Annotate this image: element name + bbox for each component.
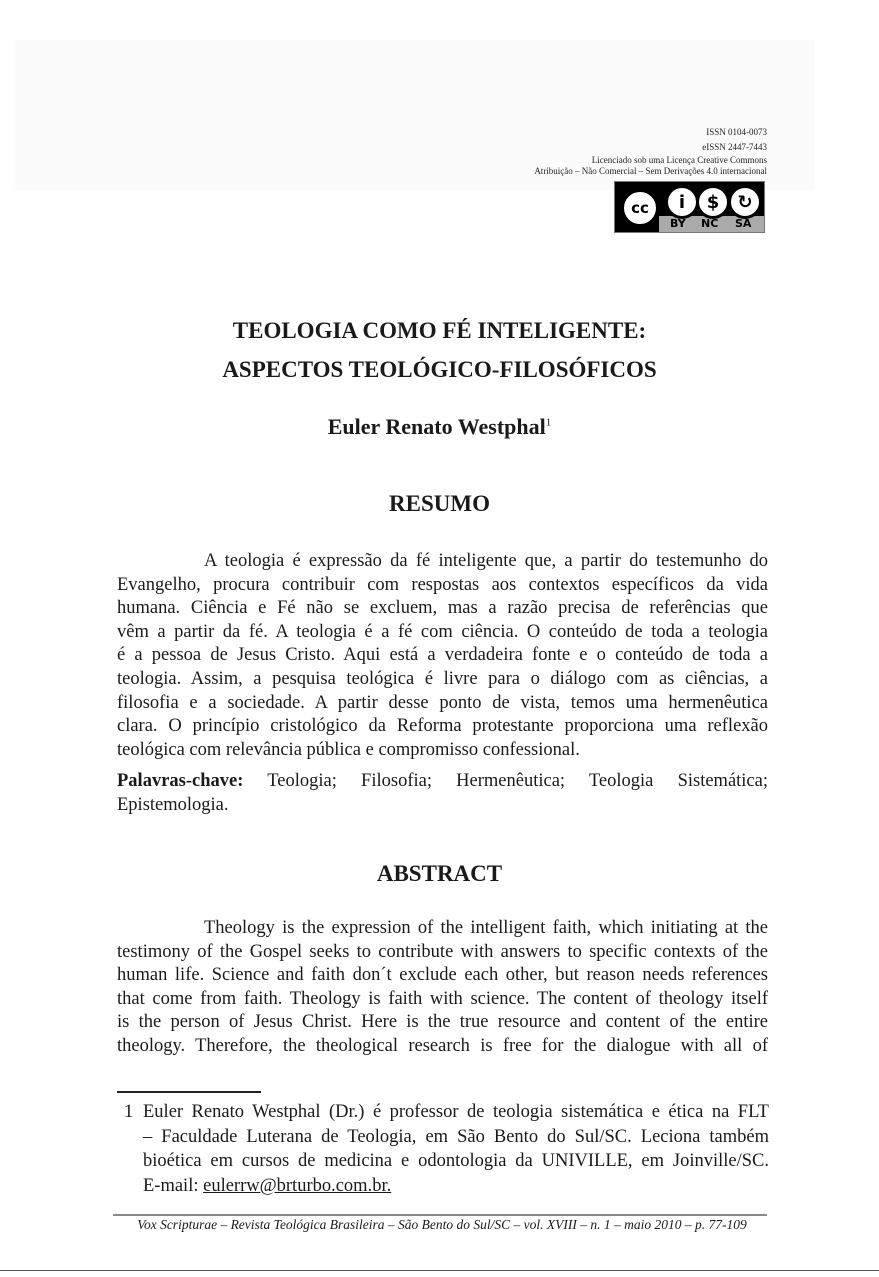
keywords-label: Palavras-chave: <box>117 771 244 791</box>
creative-commons-badge[interactable] <box>614 181 765 233</box>
text-line: – Faculdade Luterana de Teologia, em São Bento do Sul/SC. Leciona também <box>143 1126 769 1147</box>
sharealike-icon: ↻ <box>728 185 762 219</box>
cc-icon: cc <box>621 189 659 227</box>
author-name: Euler Renato Westphal <box>327 414 546 439</box>
footnote-rule <box>117 1091 261 1093</box>
running-footer: Vox Scripturae – Revista Teológica Brasileira – São Bento do Sul/SC – vol. XVIII – n. 1 – maio 2010 – p. 77-109 <box>137 1217 747 1232</box>
keywords: Teologia; Filosofia; Hermenêutica; Teologia Sistemática; <box>243 771 768 791</box>
text-line: filosofia e a sociedade. A partir desse ponto de vista, temos uma hermenêutica <box>117 692 768 713</box>
text-line: Evangelho, procura contribuir com respostas aos contextos específicos da vida <box>117 574 768 595</box>
text-line: teologia. Assim, a pesquisa teológica é livre para o diálogo com as ciências, a <box>117 669 768 689</box>
text-line: that come from faith. Theology is faith with science. The content of theology itself <box>117 988 768 1009</box>
text-line: A teologia é expressão da fé inteligente que, a partir do testemunho do <box>204 551 768 571</box>
resumo-heading: RESUMO <box>389 491 490 516</box>
email-link[interactable]: eulerrw@brturbo.com.br. <box>203 1176 392 1196</box>
sa-label: SA <box>735 217 752 230</box>
text-line: clara. O princípio cristológico da Reforma protestante proporciona uma reflexão <box>117 716 768 737</box>
footer-rule <box>113 1214 767 1216</box>
license-line-2: Atribuição – Não Comercial – Sem Derivações 4.0 internacional <box>534 166 767 176</box>
email-label: E-mail: <box>143 1176 204 1196</box>
keywords-line-2: Epistemologia. <box>117 795 229 815</box>
license-line-1: Licenciado sob uma Licença Creative Commons <box>591 155 767 165</box>
text-line: vêm a partir da fé. A teologia é a fé com ciência. O conteúdo de toda a teologia <box>117 621 768 642</box>
issn: ISSN 0104-0073 <box>706 127 767 137</box>
text-line: teológica com relevância pública e compromisso confessional. <box>117 739 580 760</box>
by-label: BY <box>670 217 686 230</box>
text-line: human life. Science and faith don´t exclude each other, but reason needs references <box>117 965 768 986</box>
title-line-2: ASPECTOS TEOLÓGICO-FILOSÓFICOS <box>222 357 657 382</box>
text-line: is the person of Jesus Christ. Here is the true resource and content of the entire <box>117 1012 768 1033</box>
text-line: bioética em cursos de medicina e odontologia da UNIVILLE, em Joinville/SC. <box>143 1151 769 1172</box>
author-footnote-mark[interactable]: 1 <box>545 416 552 429</box>
abstract-heading: ABSTRACT <box>376 861 503 886</box>
page-edge <box>0 1270 879 1271</box>
noncommercial-icon: $ <box>696 185 730 219</box>
text-line: testimony of the Gospel seeks to contribute with answers to specific contexts of the <box>117 941 768 962</box>
footnote-number: 1 <box>124 1102 134 1122</box>
text-line: é a pessoa de Jesus Cristo. Aqui está a verdadeira fonte e o conteúdo de toda a <box>117 645 768 666</box>
attribution-icon: i <box>665 185 699 219</box>
text-line: theology. Therefore, the theological research is free for the dialogue with all of <box>117 1036 768 1056</box>
text-line: humana. Ciência e Fé não se excluem, mas a razão precisa de referências que <box>117 598 768 619</box>
eissn: eISSN 2447-7443 <box>702 142 767 152</box>
title-line-1: TEOLOGIA COMO FÉ INTELIGENTE: <box>232 318 647 343</box>
text-line: Theology is the expression of the intelligent faith, which initiating at the <box>204 918 768 938</box>
keywords-line <box>117 771 768 792</box>
text-line: Euler Renato Westphal (Dr.) é professor de teologia sistemática e ética na FLT <box>143 1102 769 1122</box>
nc-label: NC <box>701 217 719 230</box>
author <box>0 414 879 440</box>
footnote-email-line <box>143 1176 769 1197</box>
